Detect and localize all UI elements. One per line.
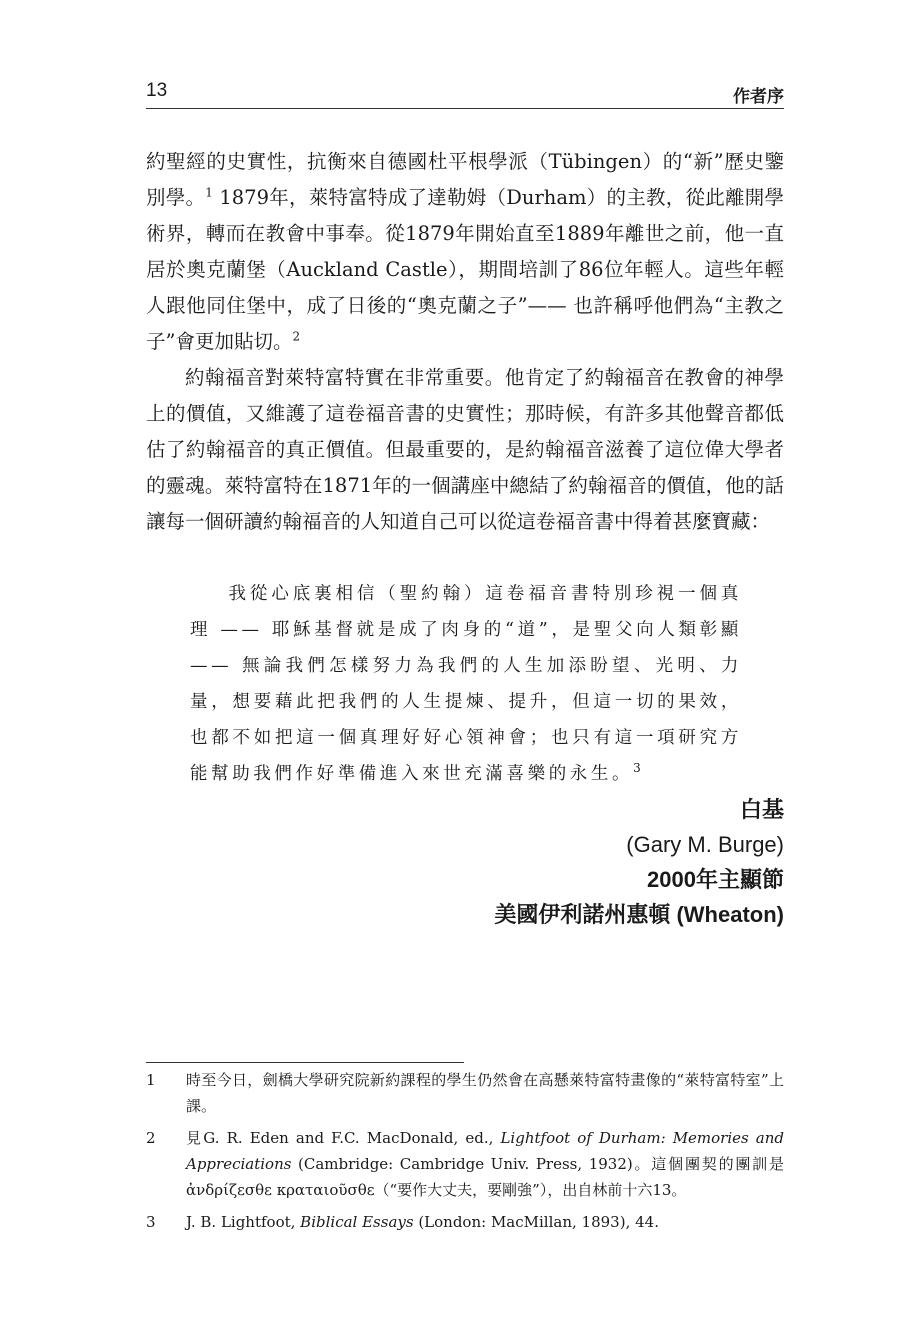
block-quote-text: 我從心底裏相信（聖約翰）這卷福音書特別珍視一個真理 —— 耶穌基督就是成了肉身的“道”，是聖父向人類彰顯 —— 無論我們怎樣努力為我們的人生加添盼望、光明、力量，想要藉此把我們的人生提煉、提升，但這一切的果效，也都不如把這一個真理好好心領神會；也只有這一項研究方能幫助我們作好準備進入來世充滿喜樂的永生。 [190,584,742,784]
footnote-ref-2: 2 [292,329,301,344]
block-quote-paragraph [190,576,742,792]
footnote-book-title: Lightfoot of Durham: Memories and Appreciations [186,1129,784,1173]
author-name-english: (Gary M. Burge) [626,832,784,857]
document-page [146,0,784,1324]
footnotes [146,1067,784,1241]
footnote-text-pre: J. B. Lightfoot, [186,1213,301,1231]
running-header [146,80,784,109]
footnote-divider [146,1062,464,1063]
signature-date: 2000年主顯節 [647,867,784,892]
paragraph-1 [146,144,784,360]
author-name: 白基 [739,797,784,822]
main-text [146,144,784,540]
footnote-number: 2 [146,1129,156,1147]
paragraph-1-text-b: 1879年，萊特富特成了達勒姆（Durham）的主教，從此離開學術界，轉而在教會中事奉。從1879年開始直至1889年離世之前，他一直居於奧克蘭堡（Auckland Castle），期間培訓了86位年輕人。這些年輕人跟他同住堡中，成了日後的“奧克蘭之子”—— 也許稱呼他們為“主教之子”會更加貼切。 [146,186,784,353]
running-title: 作者序 [733,87,784,106]
footnote-1 [146,1067,784,1119]
signature-block [494,792,784,932]
paragraph-2: 約翰福音對萊特富特實在非常重要。他肯定了約翰福音在教會的神學上的價值，又維護了這卷福音書的史實性；那時候，有許多其他聲音都低估了約翰福音的真正價值。但最重要的，是約翰福音滋養了這位偉大學者的靈魂。萊特富特在1871年的一個講座中總結了約翰福音的價值，他的話讓每一個研讀約翰福音的人知道自己可以從這卷福音書中得着甚麼寶藏： [146,366,784,533]
footnote-text-pre: 見G. R. Eden and F.C. MacDonald, ed., [186,1129,501,1147]
footnote-2 [146,1125,784,1203]
footnote-ref-1: 1 [205,185,213,200]
footnote-text: 時至今日，劍橋大學研究院新約課程的學生仍然會在高懸萊特富特畫像的“萊特富特室”上課。 [186,1071,784,1115]
footnote-text-post: (Cambridge: Cambridge Univ. Press, 1932)。這個團契的團訓是 ἀνδρίζεσθε κραταιοῦσθε（“要作大丈夫，要剛強”），出自林前十六13。 [186,1155,784,1199]
footnote-3 [146,1209,784,1235]
page-number: 13 [146,80,168,101]
footnote-text-post: (London: MacMillan, 1893), 44. [413,1213,659,1231]
paragraph-1-text-a: 約聖經的史實性，抗衡來自德國杜平根學派（Tübingen）的“新”歷史鑒別學。 [146,150,784,209]
footnote-book-title: Biblical Essays [300,1213,414,1231]
footnote-number: 3 [146,1213,156,1231]
signature-place: 美國伊利諾州惠頓 (Wheaton) [494,902,784,927]
footnote-number: 1 [146,1071,156,1089]
block-quote [190,576,742,792]
footnote-ref-3: 3 [633,761,645,776]
